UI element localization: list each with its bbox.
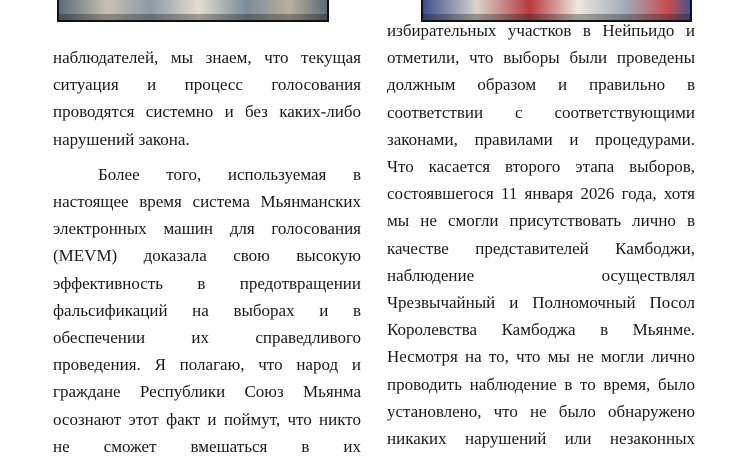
paragraph-election-stages	[387, 17, 695, 452]
text-line: отметили, что выборы были проведены	[387, 48, 695, 68]
text-line: осознают этот факт и поймут, что никто	[53, 409, 361, 429]
text-line: Несмотря на то, что мы не могли лично	[387, 347, 695, 367]
text-line: проведения. Я полагаю, что народ и	[53, 355, 361, 375]
text-line: мы не смогли присутствовать лично в	[387, 211, 695, 231]
text-line: избирательных участков в Нейпьидо и	[387, 21, 695, 40]
text-line: Что касается второго этапа выборов,	[387, 157, 695, 177]
paragraph-observers	[53, 44, 361, 153]
photo-caption-strip	[59, 14, 327, 20]
text-line: никаких нарушений или незаконных	[387, 429, 695, 449]
text-line: законами, правилами и процедурами.	[387, 129, 695, 149]
text-line: нарушений закона.	[53, 129, 190, 149]
text-line: проводить наблюдение в то время, было	[387, 374, 695, 394]
text-line: должным образом и правильно в	[387, 75, 695, 95]
text-line: (MEVM) доказала свою высокую	[53, 246, 361, 266]
text-line: обеспечении их справедливого	[53, 328, 361, 348]
photo-top-left	[57, 0, 329, 22]
text-line: настоящее время система Мьянманских	[53, 192, 361, 212]
text-line: не сможет вмешаться в их	[53, 436, 361, 456]
text-line: Более того, используемая в	[98, 164, 361, 184]
article-column-left	[53, 44, 361, 460]
text-line: состоявшегося 11 января 2026 года, хотя	[387, 184, 695, 204]
text-line: наблюдателей, мы знаем, что текущая	[53, 48, 361, 67]
text-line: проводятся системно и без каких-либо	[53, 102, 361, 122]
article-column-right	[387, 17, 695, 452]
text-line: наблюдение осуществлял	[387, 265, 695, 285]
text-line: фальсификаций на выборах и в	[53, 300, 361, 320]
text-line: ситуация и процесс голосования	[53, 75, 361, 95]
text-line: Королевства Камбоджа в Мьянме.	[387, 320, 695, 340]
text-line: качестве представителей Камбоджи,	[387, 238, 695, 258]
text-line: эффективность в предотвращении	[53, 273, 361, 293]
paragraph-mevm	[53, 161, 361, 460]
text-line: электронных машин для голосования	[53, 219, 361, 239]
text-line: граждане Республики Союз Мьянма	[53, 382, 361, 402]
text-line: установлено, что не было обнаружено	[387, 401, 695, 421]
text-line: Чрезвычайный и Полномочный Посол	[387, 293, 695, 313]
text-line: соответствии с соответствующими	[387, 102, 695, 122]
